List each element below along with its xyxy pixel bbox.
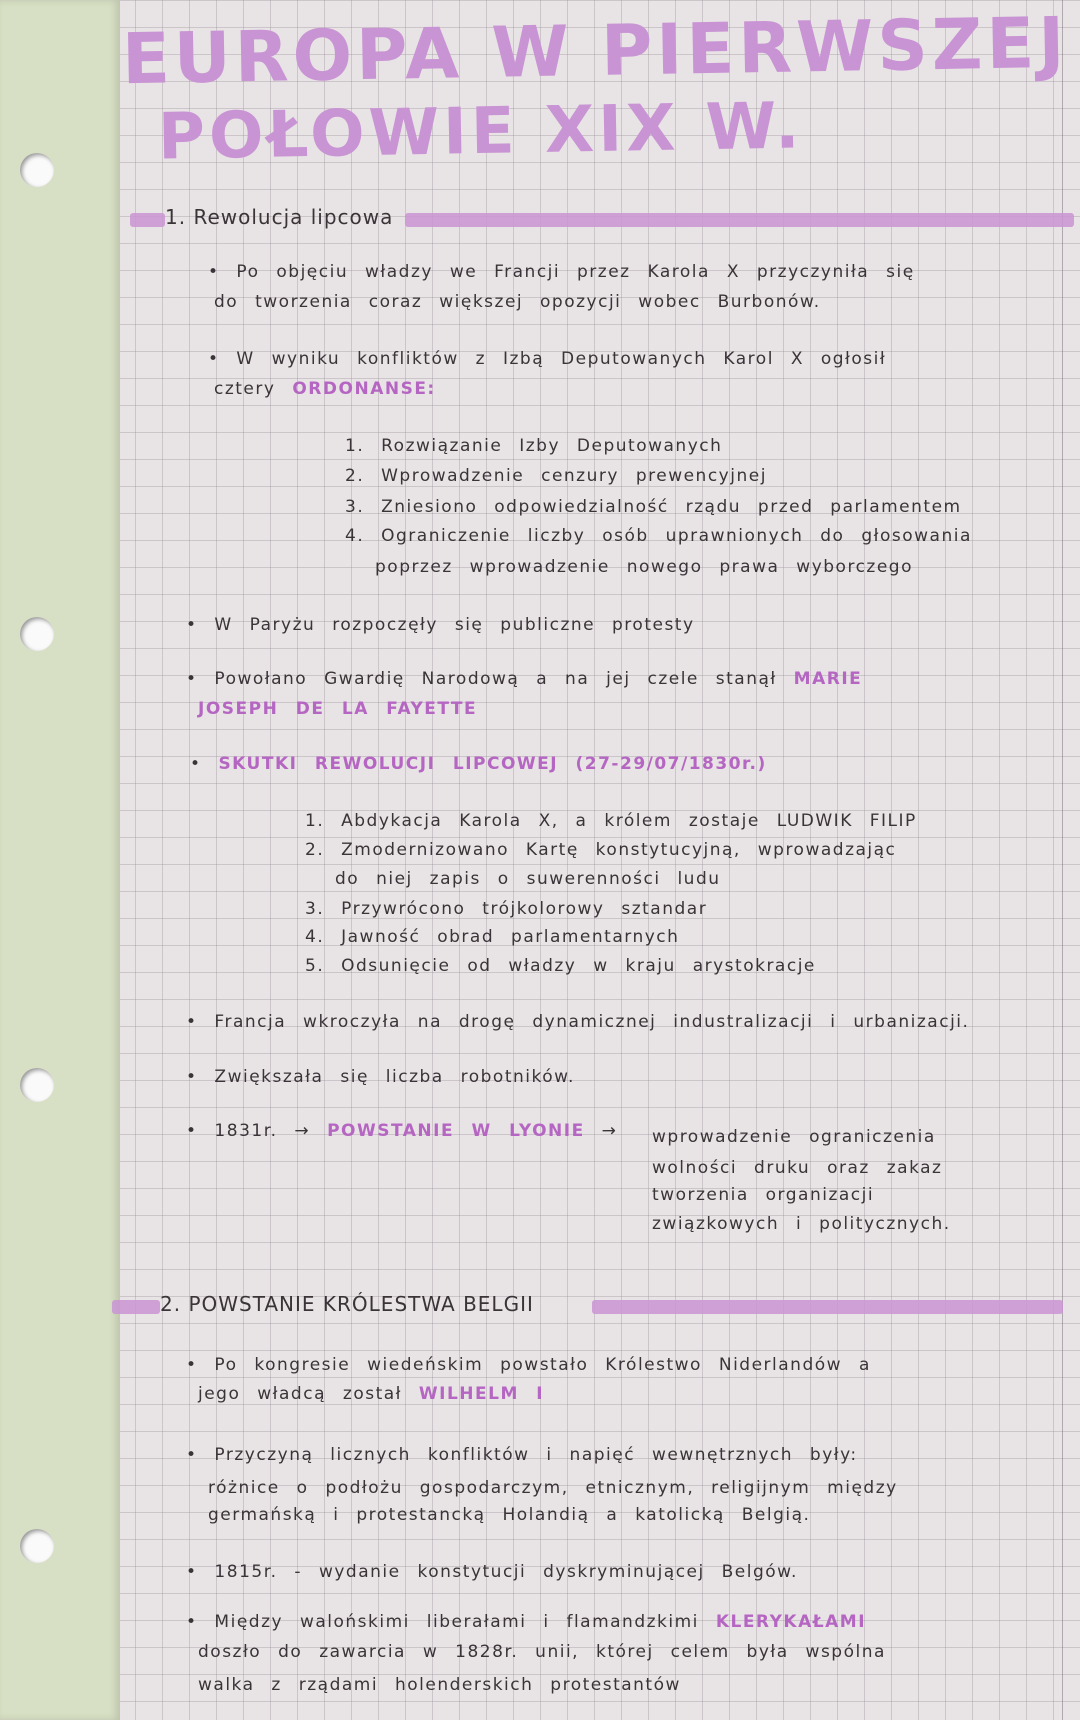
binder-hole — [20, 153, 54, 187]
binder-hole — [20, 1529, 54, 1563]
note-line — [198, 1384, 544, 1404]
note-line — [198, 1675, 681, 1695]
note-line — [345, 497, 962, 517]
note-line — [186, 669, 862, 689]
highlighted-term: WILHELM I — [418, 1384, 545, 1404]
highlighted-term: SKUTKI REWOLUCJI LIPCOWEJ (27-29/07/1830r.) — [218, 754, 767, 774]
note-text: 4. Ograniczenie liczby osób uprawnionych do głosowania — [345, 526, 972, 546]
highlighted-term: MARIE — [793, 669, 863, 689]
note-text: 5. Odsunięcie od władzy w kraju arystokracje — [305, 956, 816, 976]
note-text: • Powołano Gwardię Narodową a na jej czele stanął — [186, 669, 794, 689]
note-line — [190, 754, 767, 774]
note-text: • Po objęciu władzy we Francji przez Karola X przyczyniła się — [208, 262, 915, 282]
note-line — [186, 615, 695, 635]
note-line — [186, 1612, 866, 1632]
note-text: walka z rządami holenderskich protestantów — [198, 1675, 681, 1695]
note-text: 3. Zniesiono odpowiedzialność rządu przed parlamentem — [345, 497, 962, 517]
note-line — [652, 1185, 874, 1205]
note-text: • Przyczyną licznych konfliktów i napięć wewnętrznych były: — [186, 1445, 858, 1465]
note-text: wolności druku oraz zakaz — [652, 1158, 943, 1178]
highlighted-term: JOSEPH DE LA FAYETTE — [198, 699, 478, 719]
section-heading: 2. POWSTANIE KRÓLESTWA BELGII — [160, 1292, 534, 1316]
heading-highlight — [405, 213, 1074, 227]
heading-highlight — [130, 213, 165, 227]
note-line — [345, 436, 722, 456]
note-text: doszło do zawarcia w 1828r. unii, której celem była wspólna — [198, 1642, 886, 1662]
binder-hole — [20, 617, 54, 651]
note-text: • — [190, 754, 219, 774]
section-heading: 1. Rewolucja lipcowa — [165, 205, 394, 229]
highlighted-term: KLERYKAŁAMI — [715, 1612, 867, 1632]
note-line — [198, 1642, 886, 1662]
note-line — [305, 927, 679, 947]
note-text: 1. Abdykacja Karola X, a królem zostaje LUDWIK FILIP — [305, 811, 917, 831]
note-line — [186, 1121, 617, 1141]
note-line — [305, 840, 896, 860]
note-line — [345, 466, 767, 486]
note-text: różnice o podłożu gospodarczym, etnicznym, religijnym między — [208, 1478, 898, 1498]
note-line — [208, 349, 886, 369]
note-text: • Zwiększała się liczba robotników. — [186, 1067, 575, 1087]
page-title-line1: EUROPA W PIERWSZEJ — [121, 1, 1070, 101]
note-line — [652, 1214, 951, 1234]
note-line — [208, 1478, 898, 1498]
note-line — [186, 1445, 858, 1465]
note-line — [375, 557, 913, 577]
page-title-line2: POŁOWIE XIX W. — [157, 89, 805, 175]
note-line — [208, 262, 915, 282]
note-text: tworzenia organizacji — [652, 1185, 875, 1205]
note-text: cztery — [214, 379, 293, 399]
note-text: • Po kongresie wiedeńskim powstało Królestwo Niderlandów a — [186, 1355, 871, 1375]
note-line — [305, 899, 707, 919]
note-text: 4. Jawność obrad parlamentarnych — [305, 927, 680, 947]
note-text: • W wyniku konfliktów z Izbą Deputowanych Karol X ogłosił — [208, 349, 887, 369]
note-line — [186, 1562, 798, 1582]
note-text: jego władcą został — [198, 1384, 419, 1404]
note-text: wprowadzenie ograniczenia — [652, 1127, 936, 1147]
note-line — [198, 699, 477, 719]
note-line — [186, 1067, 575, 1087]
note-text: • 1815r. - wydanie konstytucji dyskryminującej Belgów. — [186, 1562, 798, 1582]
note-text: do tworzenia coraz większej opozycji wobec Burbonów. — [214, 292, 821, 312]
notebook-margin-strip — [0, 0, 120, 1720]
binder-hole — [20, 1068, 54, 1102]
note-line — [214, 379, 436, 399]
note-text: germańską i protestancką Holandią a katolicką Belgią. — [208, 1505, 811, 1525]
heading-highlight — [112, 1300, 160, 1314]
note-text: do niej zapis o suwerenności ludu — [335, 869, 721, 889]
heading-highlight — [592, 1300, 1063, 1314]
note-line — [208, 1505, 810, 1525]
page-margin-line — [1062, 0, 1063, 1720]
note-text: → — [584, 1121, 618, 1141]
highlighted-term: POWSTANIE W LYONIE — [327, 1121, 585, 1141]
note-text: • Francja wkroczyła na drogę dynamicznej industralizacji i urbanizacji. — [186, 1012, 970, 1032]
highlighted-term: ORDONANSE: — [292, 379, 436, 399]
note-line — [652, 1158, 942, 1178]
note-text: • 1831r. → — [186, 1121, 328, 1141]
note-text: związkowych i politycznych. — [652, 1214, 951, 1234]
note-line — [652, 1127, 936, 1147]
note-text: 3. Przywrócono trójkolorowy sztandar — [305, 899, 708, 919]
note-line — [186, 1012, 969, 1032]
note-line — [335, 869, 721, 889]
note-line — [345, 526, 972, 546]
note-line — [305, 811, 917, 831]
note-text: poprzez wprowadzenie nowego prawa wyborczego — [375, 557, 913, 577]
note-text: • Między walońskimi liberałami i flamandzkimi — [186, 1612, 716, 1632]
note-line — [214, 292, 821, 312]
note-line — [305, 956, 816, 976]
note-text: 2. Zmodernizowano Kartę konstytucyjną, wprowadzając — [305, 840, 897, 860]
note-text: • W Paryżu rozpoczęły się publiczne protesty — [186, 615, 695, 635]
note-line — [186, 1355, 871, 1375]
note-text: 2. Wprowadzenie cenzury prewencyjnej — [345, 466, 767, 486]
note-text: 1. Rozwiązanie Izby Deputowanych — [345, 436, 723, 456]
